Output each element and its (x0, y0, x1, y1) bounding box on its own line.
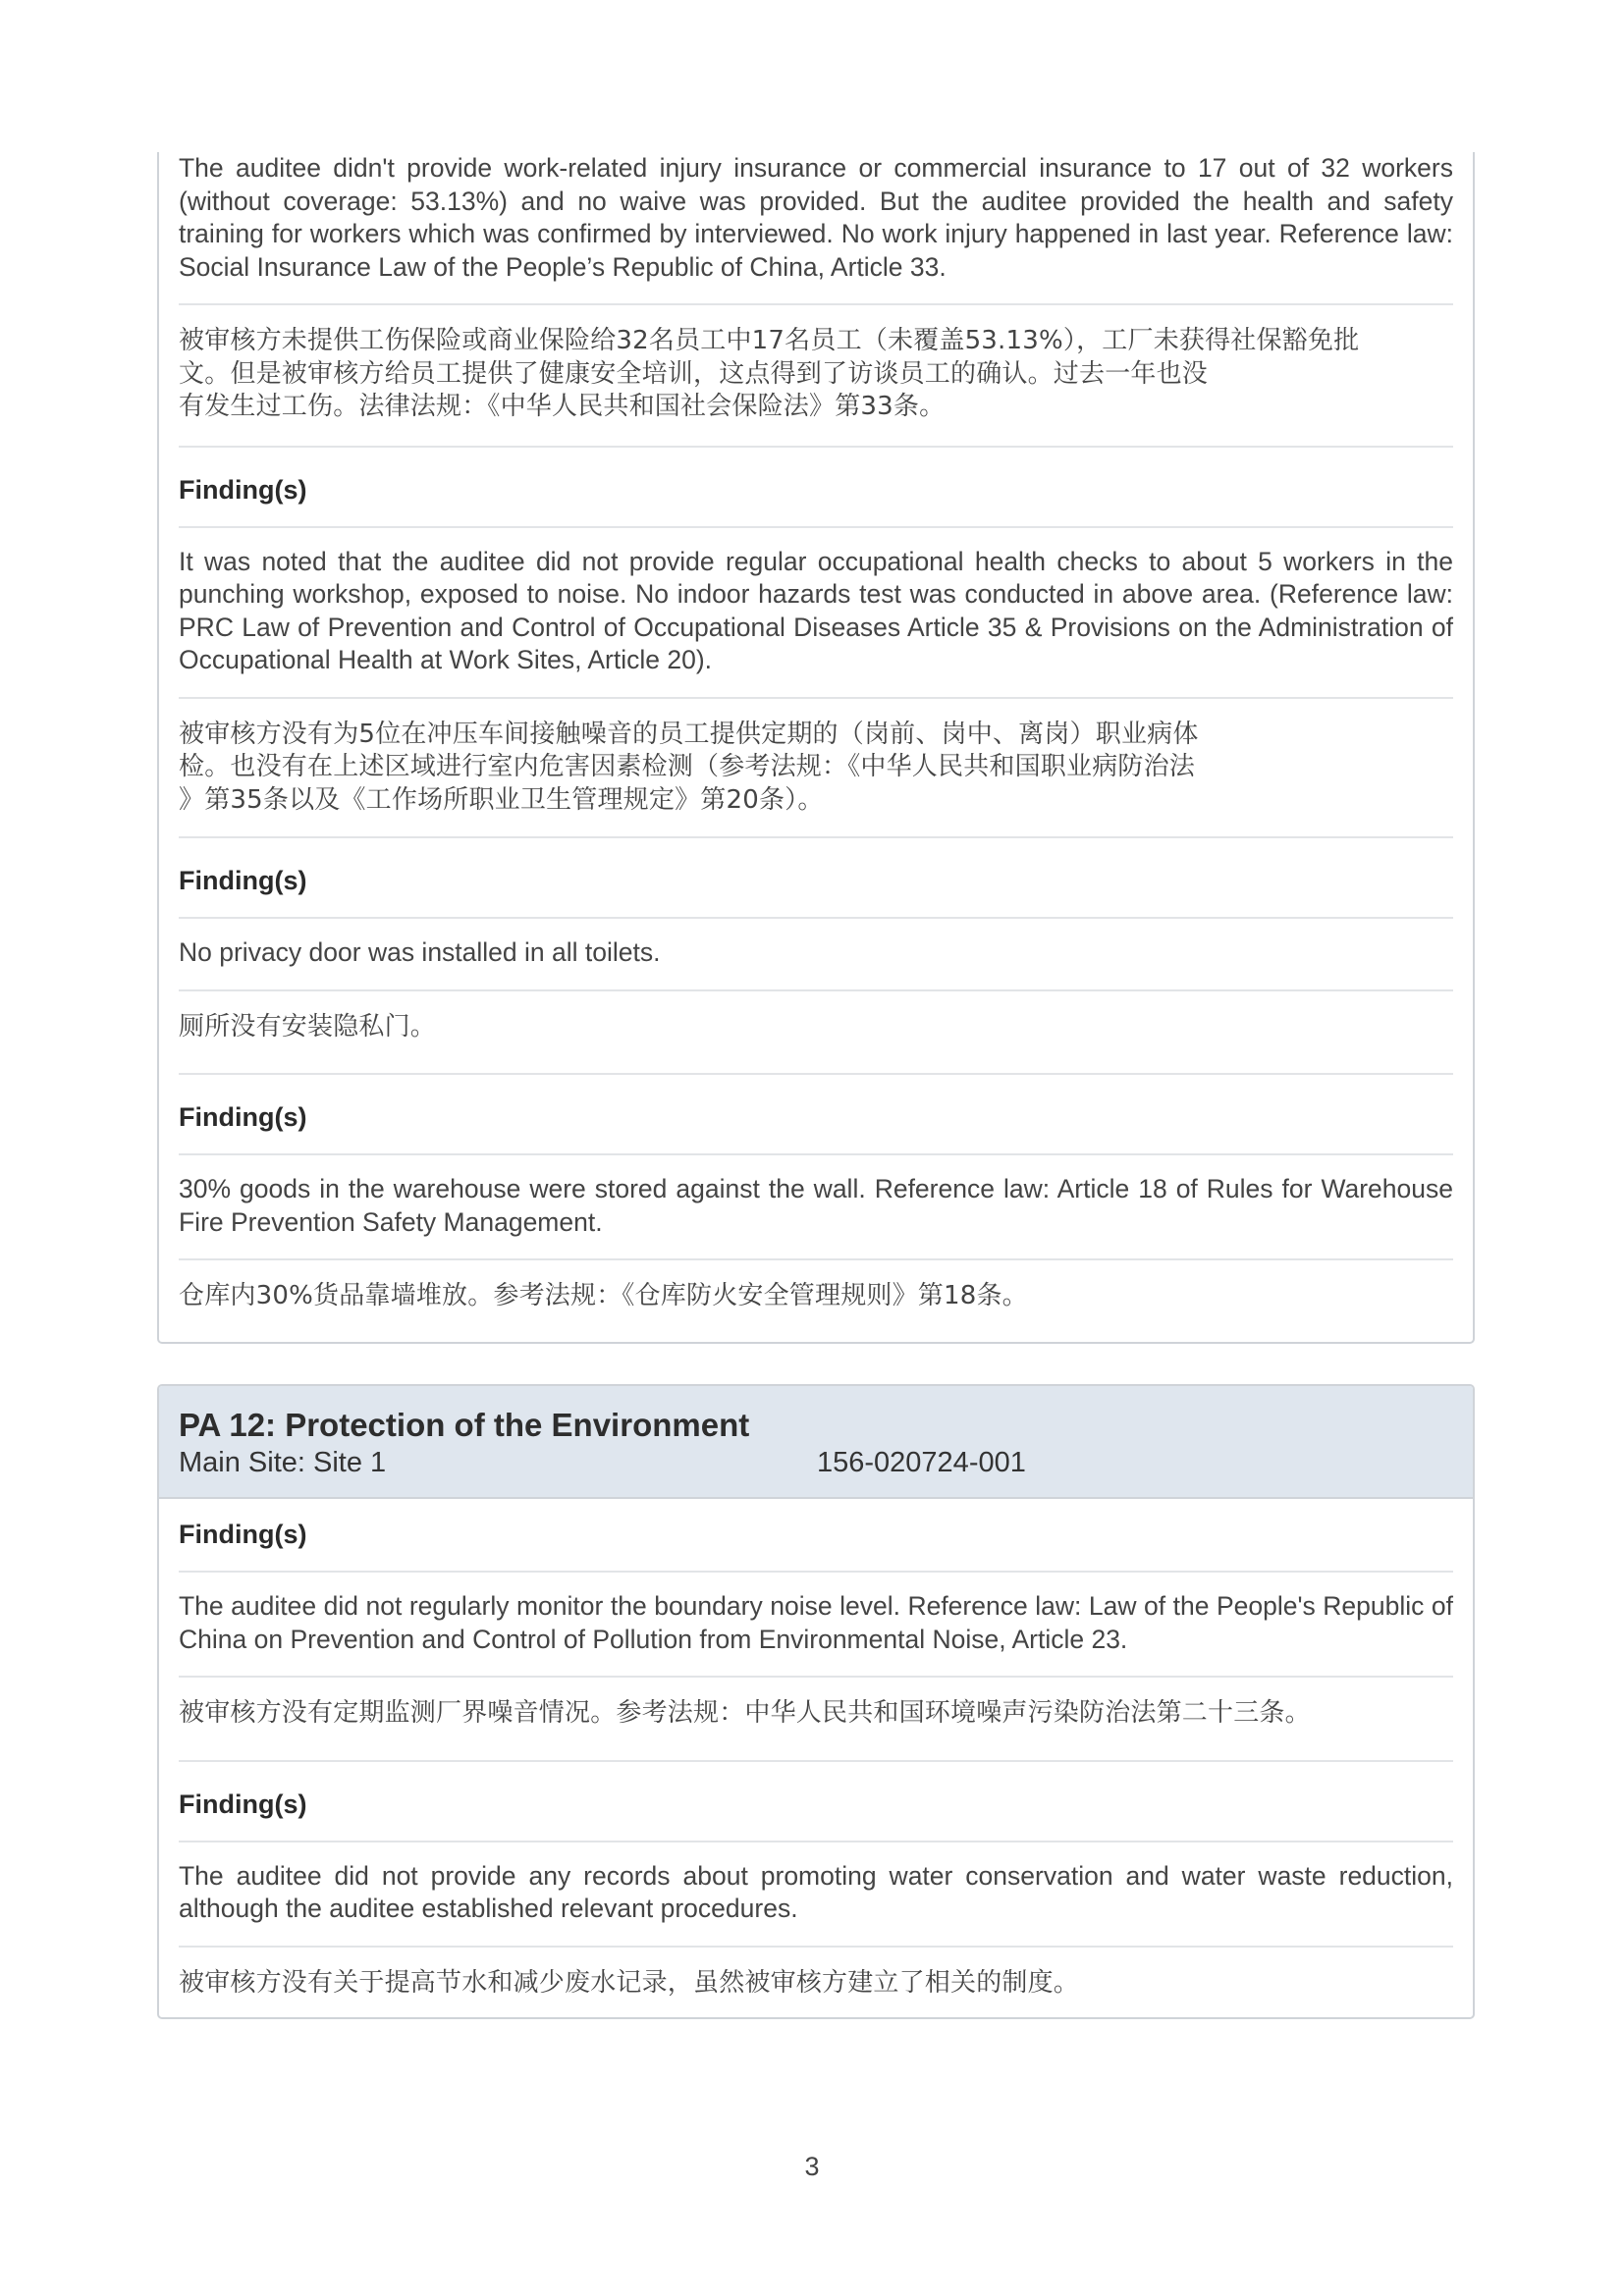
finding-label: Finding(s) (179, 474, 307, 505)
finding-label: Finding(s) (179, 1102, 307, 1132)
finding-text-zh (179, 699, 1453, 837)
finding-text-en: The auditee did not provide any records about promoting water conservation and water waste reduction, although the auditee established relevant procedures. (179, 1860, 1453, 1923)
zh-line: 有发生过工伤。法律法规：《中华人民共和国社会保险法》第33条。 (179, 392, 946, 421)
finding-text-en: It was noted that the auditee did not provide regular occupational health checks to about 5 workers in the punching workshop, exposed to noise. No indoor hazards test was conducted in above area. (Reference law: PRC Law of Prevention and Control of Occupational Diseases Article 35 & Provisions on the Administration of Occupational Health at Work Sites, Article 20). (179, 546, 1453, 674)
finding-text-zh (179, 1678, 1453, 1760)
site-label: Main Site: Site 1 (179, 1447, 387, 1478)
meta-row (179, 1445, 1453, 1484)
zh-line: 被审核方没有关于提高节水和减少废水记录，虽然被审核方建立了相关的制度。 (179, 1967, 1080, 1998)
finding-text-en: The auditee did not regularly monitor the boundary noise level. Reference law: Law of the People's Republic of China on Prevention and Control of Pollution from Environmental Noise, Article 23. (179, 1591, 1453, 1654)
zh-line: 被审核方没有为5位在冲压车间接触噪音的员工提供定期的（岗前、岗中、离岗）职业病体 (179, 719, 1199, 749)
finding-label: Finding(s) (179, 1789, 307, 1819)
zh-line: 厕所没有安装隐私门。 (179, 1011, 437, 1041)
section-title: PA 12: Protection of the Environment (179, 1407, 750, 1443)
zh-line: 》第35条以及《工作场所职业卫生管理规定》第20条）。 (179, 784, 824, 815)
pa12-header (159, 1386, 1473, 1499)
zh-line: 被审核方未提供工伤保险或商业保险给32名员工中17名员工（未覆盖53.13%），工厂未获得社保豁免批 (179, 326, 1360, 355)
zh-line: 仓库内30%货品靠墙堆放。参考法规：《仓库防火安全管理规则》第18条。 (179, 1281, 1028, 1310)
pa12-card (157, 1384, 1475, 2019)
zh-line: 检。也没有在上述区域进行室内危害因素检测（参考法规：《中华人民共和国职业病防治法 (179, 752, 1196, 781)
intro-finding-zh (179, 305, 1453, 446)
findings-card-continued (157, 152, 1475, 1344)
finding-text-zh (179, 1948, 1453, 2020)
report-id: 156-020724-001 (817, 1447, 1026, 1478)
page-number: 3 (804, 2152, 820, 2181)
finding-text-zh (179, 991, 1453, 1074)
finding-text-en: No privacy door was installed in all toilets. (179, 937, 661, 967)
zh-line: 被审核方没有定期监测厂界噪音情况。参考法规：中华人民共和国环境噪声污染防治法第二十三条。 (179, 1698, 1311, 1728)
intro-finding-en: The auditee didn't provide work-related injury insurance or commercial insurance to 17 out of 32 workers (without coverage: 53.13%) and no waive was provided. But the auditee provided the health and safety training for workers which was confirmed by interviewed. No work injury happened in last year. Reference law: Social Insurance Law of the People’s Republic of China, Article 33. (179, 153, 1453, 282)
finding-text-zh (179, 1260, 1453, 1333)
finding-label: Finding(s) (179, 866, 307, 895)
finding-text-en: 30% goods in the warehouse were stored against the wall. Reference law: Article 18 of Rules for Warehouse Fire Prevention Safety Management. (179, 1174, 1453, 1237)
zh-line: 文。但是被审核方给员工提供了健康安全培训，这点得到了访谈员工的确认。过去一年也没 (179, 358, 1209, 389)
finding-label: Finding(s) (179, 1520, 307, 1549)
